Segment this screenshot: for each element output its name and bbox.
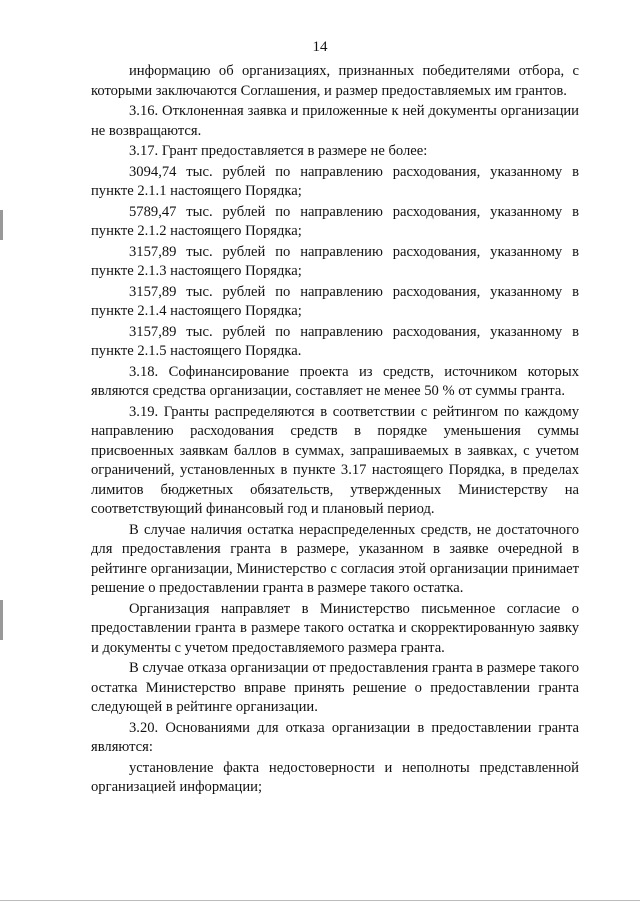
grant-limit-2-1-5: 3157,89 тыс. рублей по направлению расходования, указанному в пункте 2.1.5 настоящего Порядка.	[91, 323, 579, 359]
paragraph-3-19: 3.19. Гранты распределяются в соответствии с рейтингом по каждому направлению расходования средств в порядке уменьшения суммы присвоенных заявкам баллов в суммах, запрашиваемых в заявках, с учетом ограничений, установленных в пункте 3.17 настоящего Порядка, в пределах лимитов бюджетных обязательств, утвержденных Министерству на соответствующий финансовый год и плановый период.	[91, 403, 579, 517]
grant-limit-2-1-4: 3157,89 тыс. рублей по направлению расходования, указанному в пункте 2.1.4 настоящего Порядка;	[91, 283, 579, 319]
paragraph-3-16: 3.16. Отклоненная заявка и приложенные к ней документы организации не возвращаются.	[91, 103, 579, 139]
paragraph-refusal-case: В случае отказа организации от предоставления гранта в размере такого остатка Министерство вправе принять решение о предоставлении гранта следующей в рейтинге организации.	[91, 660, 579, 715]
scan-edge-mark	[0, 600, 3, 640]
paragraph-3-17: 3.17. Грант предоставляется в размере не более:	[129, 143, 428, 159]
page-number: 14	[312, 39, 328, 55]
scan-edge-mark	[0, 210, 3, 240]
paragraph-refusal-ground-1: установление факта недостоверности и неполноты представленной организацией информации;	[91, 759, 579, 795]
grant-limit-2-1-1: 3094,74 тыс. рублей по направлению расходования, указанному в пункте 2.1.1 настоящего Порядка;	[91, 163, 579, 199]
paragraph-remainder-case: В случае наличия остатка нераспределенных средств, не достаточного для предоставления гранта в размере, указанном в заявке очередной в рейтинге организации, Министерство с согласия этой организации принимает решение о предоставлении гранта в размере такого остатка.	[91, 521, 579, 596]
document-body	[91, 62, 579, 799]
paragraph-3-20: 3.20. Основаниями для отказа организации в предоставлении гранта являются:	[91, 719, 579, 755]
paragraph-consent: Организация направляет в Министерство письменное согласие о предоставлении гранта в размере такого остатка и скорректированную заявку и документы с учетом предоставляемого размера гранта.	[91, 600, 579, 656]
scan-bottom-edge	[0, 900, 640, 901]
grant-limit-2-1-2: 5789,47 тыс. рублей по направлению расходования, указанному в пункте 2.1.2 настоящего Порядка;	[91, 203, 579, 239]
grant-limit-2-1-3: 3157,89 тыс. рублей по направлению расходования, указанному в пункте 2.1.3 настоящего Порядка;	[91, 243, 579, 279]
paragraph-continuation: информацию об организациях, признанных победителями отбора, с которыми заключаются Соглашения, и размер предоставляемых им грантов.	[91, 63, 579, 99]
paragraph-3-18: 3.18. Софинансирование проекта из средств, источником которых являются средства организации, составляет не менее 50 % от суммы гранта.	[91, 363, 579, 399]
